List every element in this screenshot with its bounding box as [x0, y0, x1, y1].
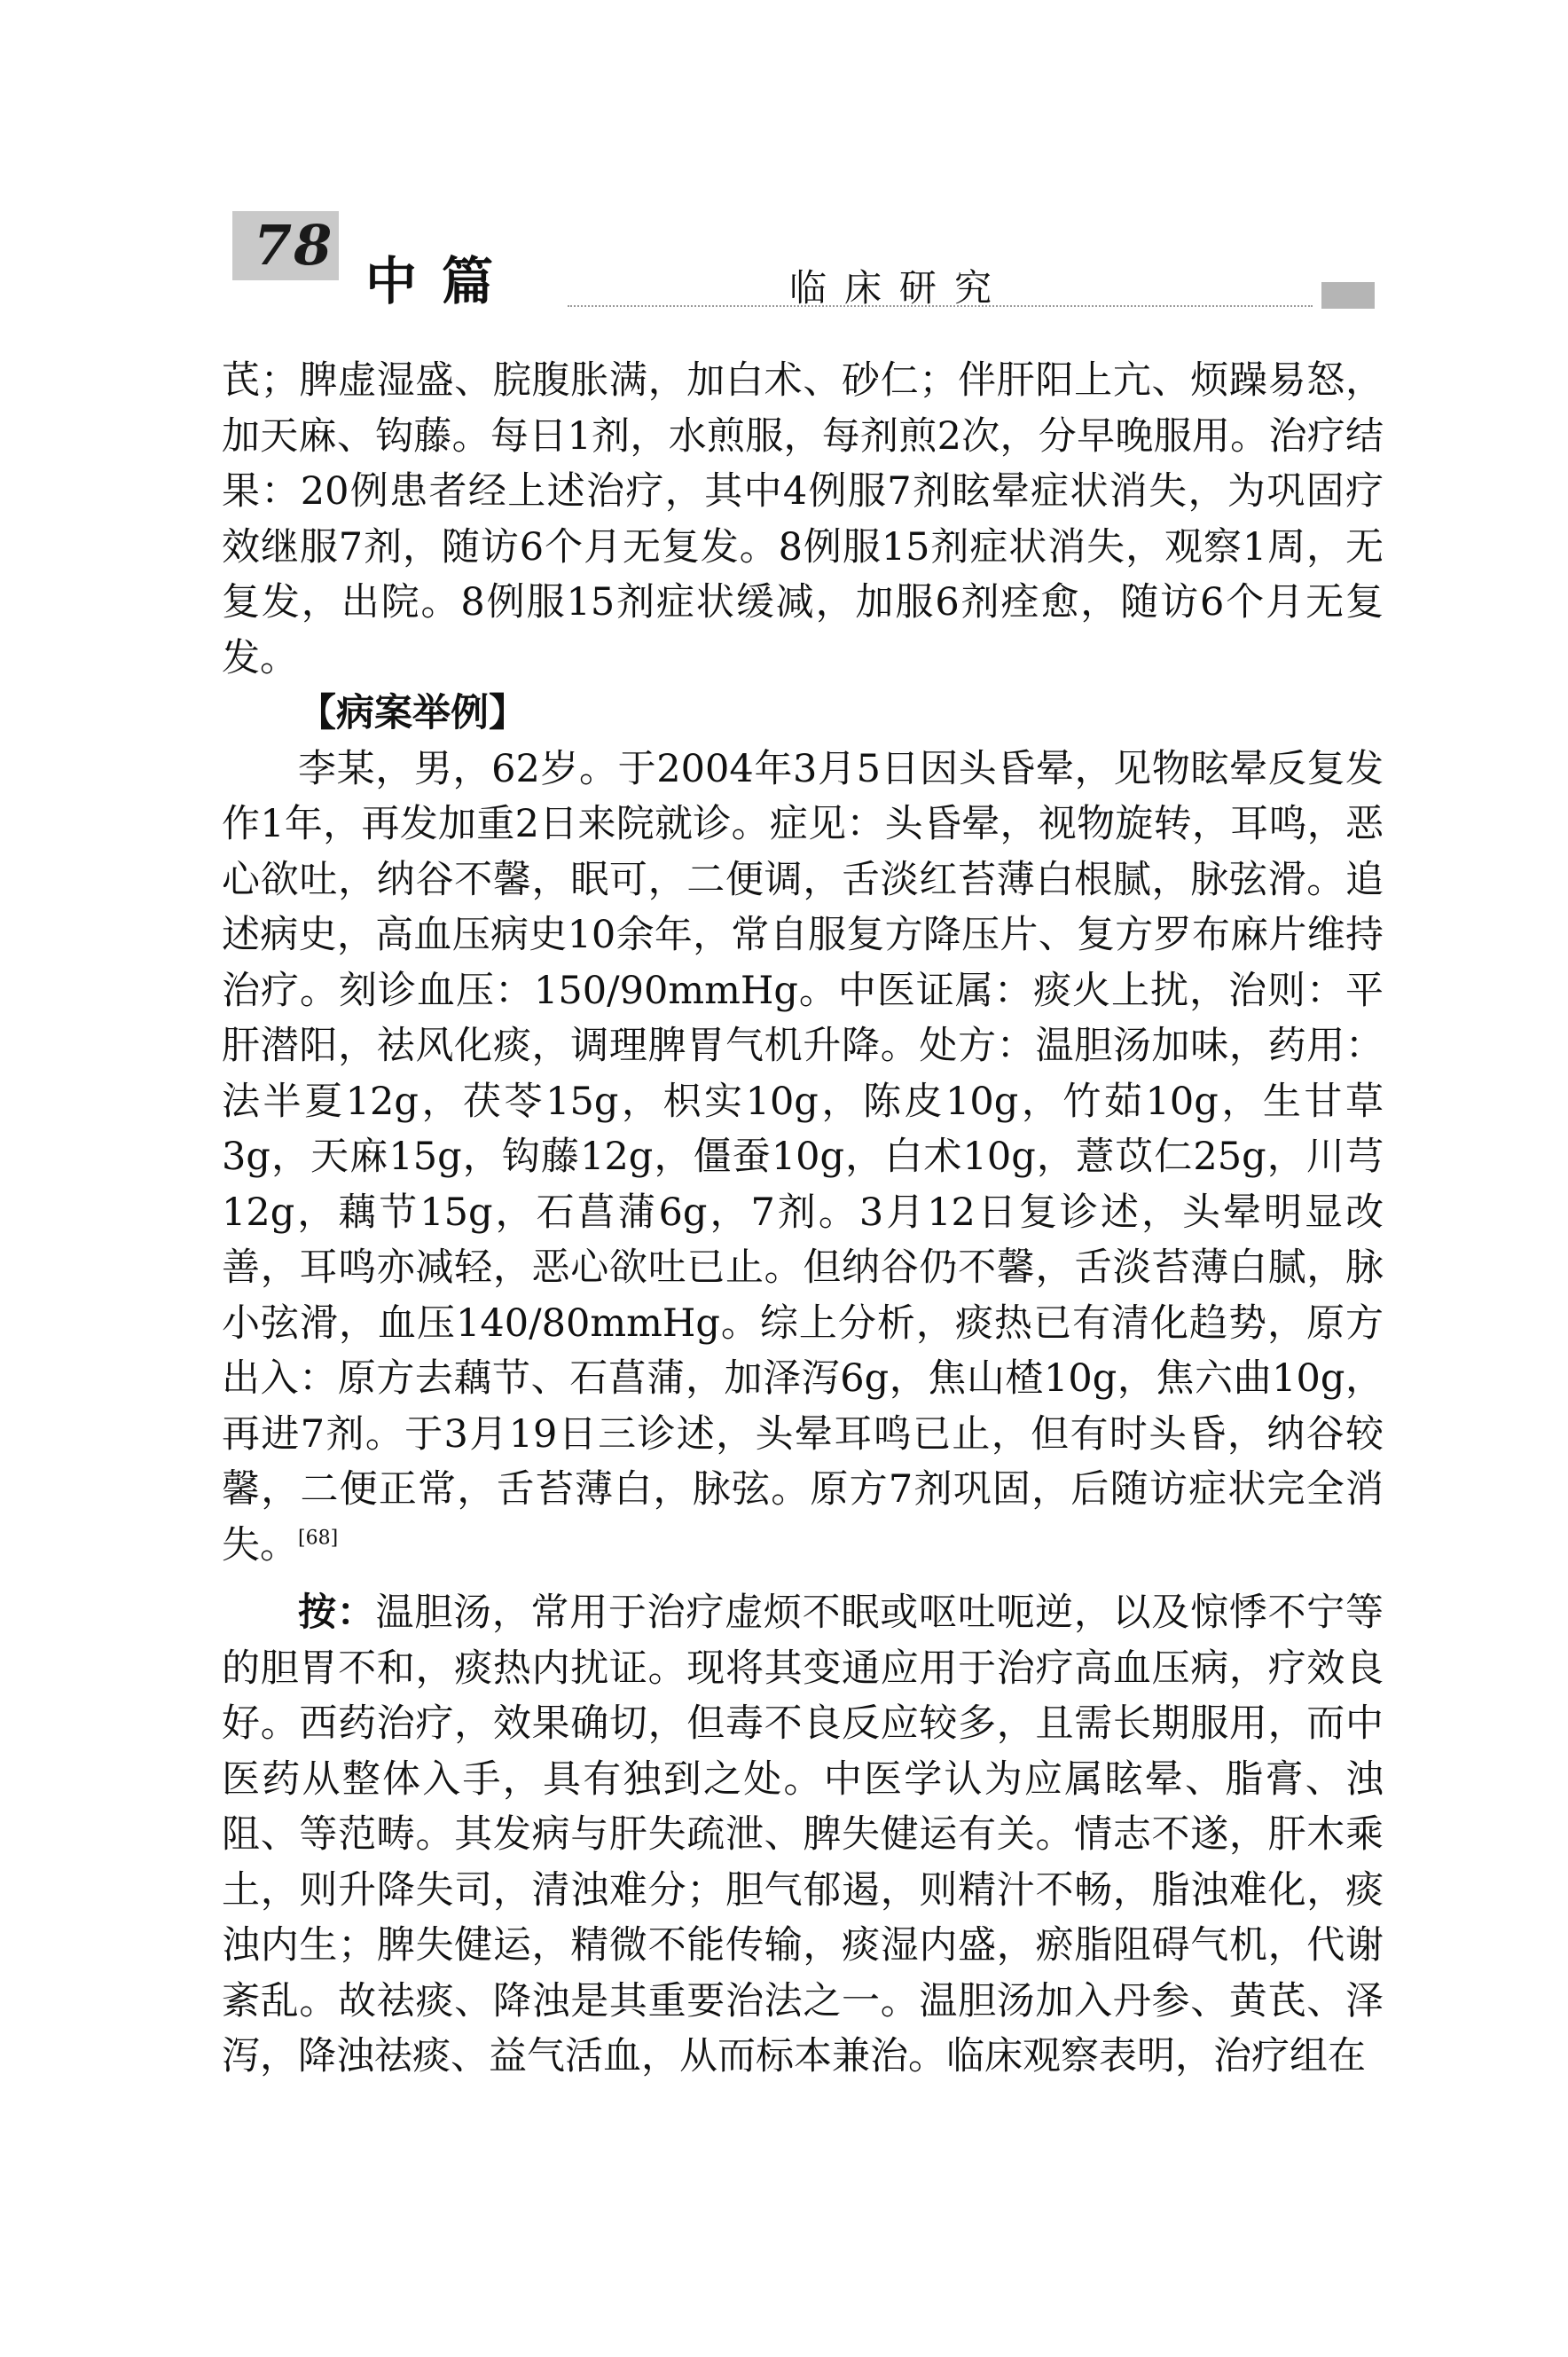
note-text: 温胆汤，常用于治疗虚烦不眠或呕吐呃逆，以及惊悸不宁等的胆胃不和，痰热内扰证。现将其变通应用于治疗高血压病，疗效良好。西药治疗，效果确切，但毒不良反应较多，且需长期服用，而中医药从整体入手，具有独到之处。中医学认为应属眩晕、脂膏、浊阻、等范畴。其发病与肝失疏泄、脾失健运有关。情志不遂，肝木乘土，则升降失司，清浊难分；胆气郁遏，则精汁不畅，脂浊难化，痰浊内生；脾失健运，精微不能传输，痰湿内盛，瘀脂阻碍气机，代谢紊乱。故祛痰、降浊是其重要治法之一。温胆汤加入丹参、黄芪、泽泻，降浊祛痰、益气活血，从而标本兼治。临床观察表明，治疗组在 — [222, 1591, 1384, 2078]
case-paragraph — [222, 742, 1384, 1574]
page-header — [0, 0, 1568, 355]
page-number: 78 — [254, 213, 334, 278]
section-subtitle: 临床研究 — [789, 266, 1010, 310]
paragraph-gap — [222, 1573, 1384, 1585]
page-content — [222, 353, 1384, 2085]
case-heading: 【病案举例】 — [298, 691, 527, 735]
note-label: 按： — [298, 1591, 376, 1635]
section-title: 中篇 — [365, 251, 519, 311]
header-mark — [1321, 282, 1375, 309]
case-text: 李某，男，62岁。于2004年3月5日因头昏晕，见物眩晕反复发作1年，再发加重2日来院就诊。症见：头昏晕，视物旋转，耳鸣，恶心欲吐，纳谷不馨，眠可，二便调，舌淡红苔薄白根腻，脉弦滑。追述病史，高血压病史10余年，常自服复方降压片、复方罗布麻片维持治疗。刻诊血压：150/90mmHg。中医证属：痰火上扰，治则：平肝潜阳，祛风化痰，调理脾胃气机升降。处方：温胆汤加味，药用：法半夏12g，茯苓15g，枳实10g，陈皮10g，竹茹10g，生甘草3g，天麻15g，钩藤12g，僵蚕10g，白术10g，薏苡仁25g，川芎12g，藕节15g，石菖蒲6g，7剂。3月12日复诊述，头晕明显改善，耳鸣亦减轻，恶心欲吐已止。但纳谷仍不馨，舌淡苔薄白腻，脉小弦滑，血压140/80mmHg。综上分析，痰热已有清化趋势，原方出入：原方去藕节、石菖蒲，加泽泻6g，焦山楂10g，焦六曲10g，再进7剂。于3月19日三诊述，头晕耳鸣已止，但有时头昏，纳谷较馨，二便正常，舌苔薄白，脉弦。原方7剂巩固，后随访症状完全消失。 — [222, 746, 1384, 1567]
header-rule — [568, 305, 1313, 307]
treatment-result-paragraph: 芪；脾虚湿盛、脘腹胀满，加白术、砂仁；伴肝阳上亢、烦躁易怒，加天麻、钩藤。每日1剂，水煎服，每剂煎2次，分早晚服用。治疗结果：20例患者经上述治疗，其中4例服7剂眩晕症状消失，为巩固疗效继服7剂，随访6个月无复发。8例服15剂症状消失，观察1周，无复发，出院。8例服15剂症状缓减，加服6剂痊愈，随访6个月无复发。 — [222, 358, 1384, 680]
reference-marker: [68] — [298, 1527, 339, 1550]
note-paragraph — [222, 1585, 1384, 2085]
